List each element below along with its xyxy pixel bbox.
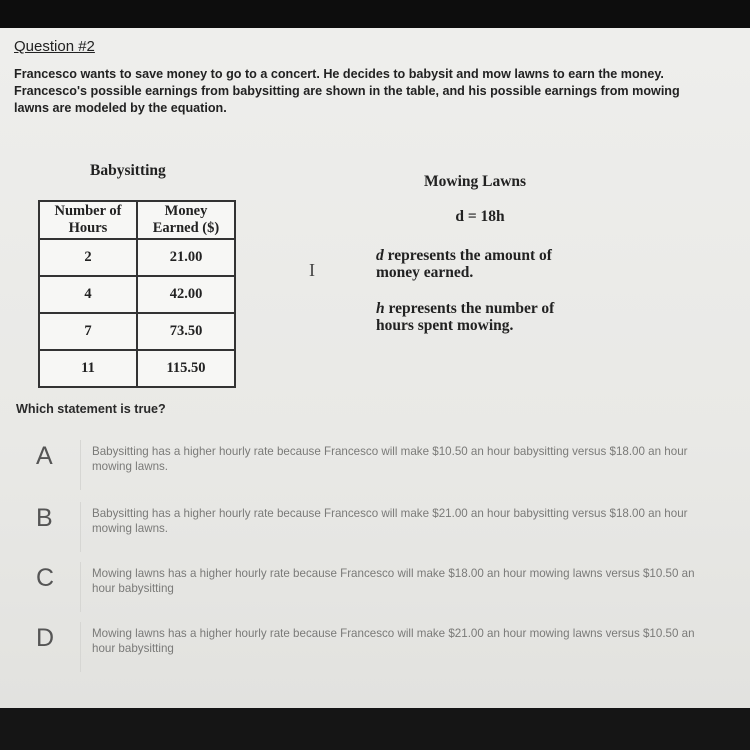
cell-money: 21.00 — [137, 239, 235, 276]
cell-hours: 4 — [39, 276, 137, 313]
d-description-text: represents the amount of money earned. — [376, 247, 552, 281]
choice-letter: C — [36, 564, 55, 592]
mowing-title: Mowing Lawns — [424, 173, 527, 190]
babysitting-title: Babysitting — [90, 162, 166, 179]
h-description-text: represents the number of hours spent mowing. — [376, 300, 555, 334]
babysitting-table — [38, 200, 236, 388]
d-description — [376, 247, 586, 281]
question-title: Question #2 — [14, 38, 95, 55]
cell-money: 42.00 — [137, 276, 235, 313]
cell-hours: 11 — [39, 350, 137, 387]
choice-text: Mowing lawns has a higher hourly rate because Francesco will make $18.00 an hour mowing lawns versus $10.50 an hour babysitting — [92, 567, 695, 595]
choice-divider — [80, 562, 81, 612]
cell-money: 115.50 — [137, 350, 235, 387]
d-variable: d — [376, 247, 384, 264]
table-row — [39, 313, 235, 350]
answer-choice-c[interactable] — [30, 562, 720, 612]
monitor-bezel — [0, 708, 750, 750]
text-cursor-icon: I — [309, 260, 315, 280]
mowing-equation: d = 18h — [455, 208, 505, 225]
answer-choice-a[interactable] — [30, 440, 720, 490]
choice-text: Babysitting has a higher hourly rate because Francesco will make $21.00 an hour babysitting versus $18.00 an hour mowing lawns. — [92, 507, 688, 535]
question-prompt: Which statement is true? — [16, 402, 166, 416]
question-text: Francesco wants to save money to go to a concert. He decides to babysit and mow lawns to earn the money. Francesco's possible earnings from babysitting are shown in the table, and his possible earnings from mowing lawns are modeled by the equation. — [14, 67, 680, 115]
answer-choice-b[interactable] — [30, 502, 720, 552]
cell-money: 73.50 — [137, 313, 235, 350]
choice-divider — [80, 440, 81, 490]
header-hours: Number of Hours — [39, 201, 137, 239]
choice-divider — [80, 622, 81, 672]
table-row — [39, 350, 235, 387]
h-variable: h — [376, 300, 385, 317]
quiz-screen — [0, 28, 750, 708]
answer-choice-d[interactable] — [30, 622, 720, 672]
table-header-row — [39, 201, 235, 239]
header-money: Money Earned ($) — [137, 201, 235, 239]
choice-letter: B — [36, 504, 53, 532]
choice-text: Mowing lawns has a higher hourly rate because Francesco will make $21.00 an hour mowing lawns versus $10.50 an hour babysitting — [92, 627, 695, 655]
choice-divider — [80, 502, 81, 552]
cell-hours: 7 — [39, 313, 137, 350]
table-row — [39, 276, 235, 313]
h-description — [376, 300, 586, 334]
choice-letter: D — [36, 624, 55, 652]
cell-hours: 2 — [39, 239, 137, 276]
choice-letter: A — [36, 442, 53, 470]
table-row — [39, 239, 235, 276]
choice-text: Babysitting has a higher hourly rate because Francesco will make $10.50 an hour babysitting versus $18.00 an hour mowing lawns. — [92, 445, 688, 473]
